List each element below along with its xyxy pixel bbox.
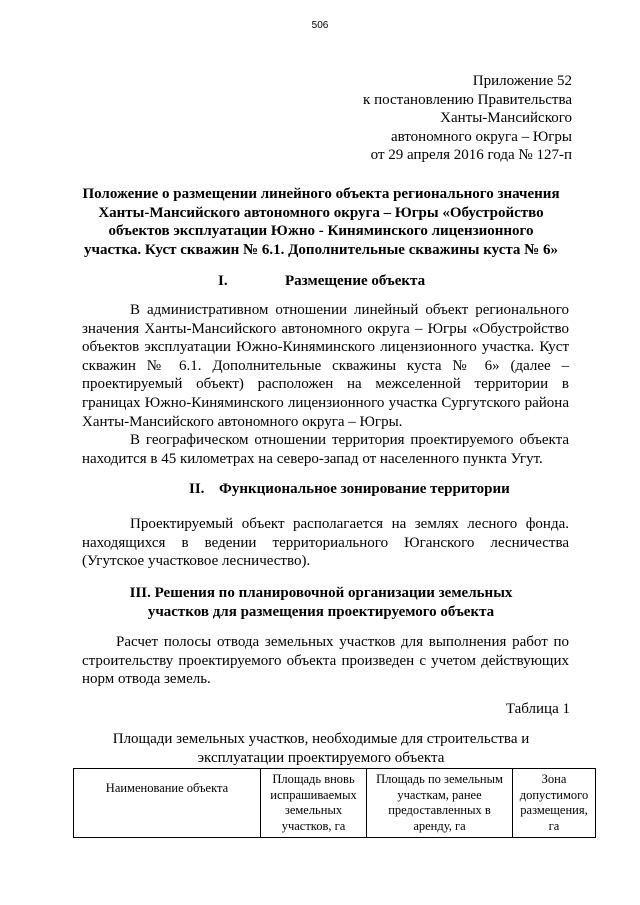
title-line: участка. Куст скважин № 6.1. Дополнительные скважины куста № 6» [84, 241, 558, 258]
appendix-line: Приложение 52 [472, 73, 572, 89]
section-number: II. [189, 481, 205, 497]
section-heading-2 [189, 480, 549, 500]
section-title: Функциональное зонирование территории [219, 481, 510, 497]
appendix-line: от 29 апреля 2016 года № 127-п [370, 147, 572, 163]
section-heading-1 [218, 272, 518, 292]
section-title: Размещение объекта [285, 273, 426, 289]
table-label: Таблица 1 [505, 701, 570, 717]
paragraph-text: В административном отношении линейный объект регионального значения Ханты-Мансийского автономного округа – Югры «Обустройство объектов эксплуатации Южно-Киняминского лицензионного участка. Куст скважин № 6.1. Дополнительные скважины куста № 6» (далее – проектируемый объект) расположен на межселенной территории в границах Южно-Киняминского лицензионного участка Сургутского района Ханты-Мансийского автономного округа – Югры. [82, 302, 569, 430]
section-number: I. [218, 273, 228, 289]
title-line: объектов эксплуатации Южно - Киняминского лицензионного [108, 223, 534, 239]
title-line: Положение о размещении линейного объекта регионального значения [82, 186, 560, 202]
paragraph-text: Проектируемый объект располагается на землях лесного фонда. находящихся в ведении территориального Юганского лесничества (Угутское участковое лесничество). [82, 516, 569, 570]
appendix-line: к постановлению Правительства [363, 91, 572, 108]
paragraph-text: В географическом отношении территория проектируемого объекта находится в 45 километрах на северо-запад от населенного пункта Угут. [82, 432, 569, 467]
paragraph [82, 633, 569, 689]
appendix-line: автономного округа – Югры [390, 128, 572, 145]
header-object-name: Наименование объекта [74, 769, 261, 838]
header-leased-area: Площадь по земельным участкам, ранее предоставленных в аренду, га [367, 769, 513, 838]
land-area-table [73, 768, 596, 838]
section-title-line: участков для размещения проектируемого объекта [147, 603, 495, 620]
paragraph-text: Расчет полосы отвода земельных участков для выполнения работ по строительству проектируемого объекта произведен с учетом действующих норм отвода земель. [82, 634, 569, 688]
appendix-note [363, 72, 572, 165]
page-number: 506 [311, 20, 329, 31]
section-title-line: III. Решения по планировочной организации земельных [129, 585, 513, 601]
document-title [80, 185, 562, 259]
caption-line: эксплуатации проектируемого объекта [197, 749, 445, 766]
section-heading-3 [80, 584, 562, 621]
caption-line: Площади земельных участков, необходимые для строительства и [112, 731, 530, 747]
table-caption [80, 730, 562, 767]
title-line: Ханты-Мансийского автономного округа – Югры «Обустройство [98, 204, 544, 221]
paragraph [82, 515, 569, 571]
table-header-row [74, 769, 596, 838]
header-allowed-zone: Зона допустимого размещения, га [513, 769, 596, 838]
appendix-line: Ханты-Мансийского [440, 110, 572, 126]
header-new-area: Площадь вновь испрашиваемых земельных участков, га [261, 769, 367, 838]
paragraph [82, 301, 569, 468]
